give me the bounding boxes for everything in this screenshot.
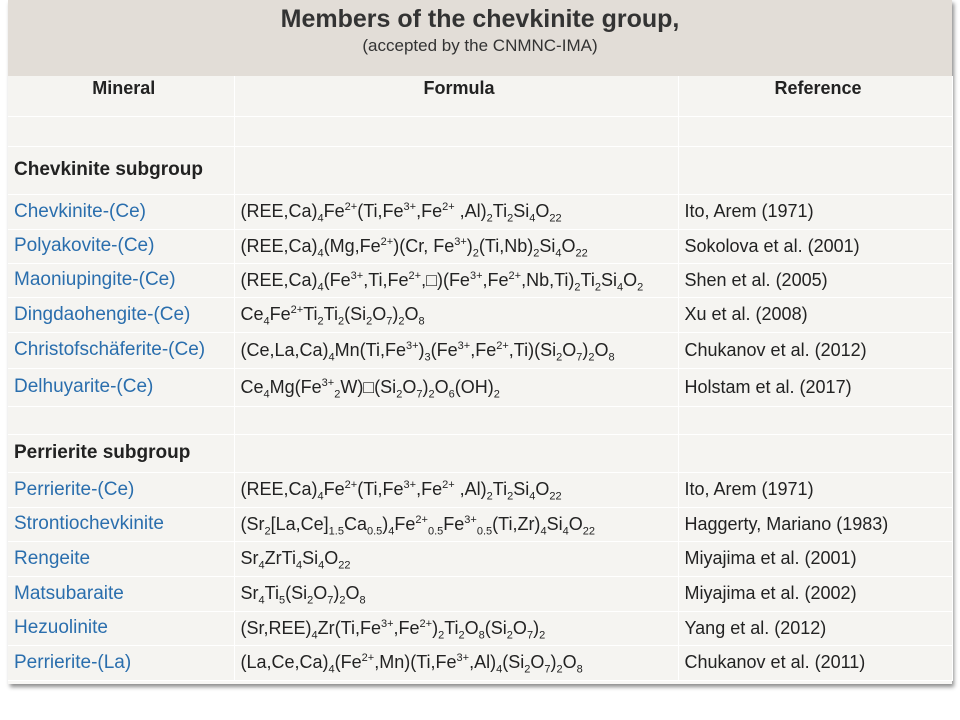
table-row [8,229,952,263]
empty-cell [8,406,234,434]
chevkinite-table [8,0,952,684]
reference-cell: Chukanov et al. (2012) [678,332,952,368]
formula-cell: $(REE,Ca)_4(Mg,Fe^{2+})(Cr$, $Fe^{3+})_2(Ti,Nb)_2Si_4O_{22}$ [234,229,678,263]
mineral-link[interactable]: Delhuyarite-(Ce) [8,368,234,406]
empty-cell [234,146,678,194]
mineral-link[interactable]: Strontiochevkinite [8,507,234,541]
reference-cell: Holstam et al. (2017) [678,368,952,406]
empty-cell [678,146,952,194]
page-title: Members of the chevkinite group, [280,5,680,33]
table-row [8,507,952,541]
spacer-row [8,406,952,434]
mineral-link[interactable]: Polyakovite-(Ce) [8,229,234,263]
formula-cell: $(REE,Ca)_4Fe^{2+}(Ti,Fe^{3+},Fe^{2+}$ $,Al)_2Ti_2Si_4O_{22}$ [234,472,678,507]
table-row [8,645,952,680]
table-row [8,576,952,611]
mineral-link[interactable]: Matsubaraite [8,576,234,611]
empty-cell [234,116,678,146]
header-formula: Formula [234,76,678,116]
mineral-link[interactable]: Dingdaohengite-(Ce) [8,297,234,332]
formula-cell: $(La,Ce,Ca)_4(Fe^{2+},Mn)(Ti,Fe^{3+},Al)_4(Si_2O_7)_2O_8$ [234,645,678,680]
reference-cell: Sokolova et al. (2001) [678,229,952,263]
subgroup-row [8,146,952,194]
table-row [8,263,952,297]
spacer-row [8,116,952,146]
empty-cell [8,116,234,146]
subgroup-name: Chevkinite subgroup [8,146,234,194]
header-row [8,76,952,116]
empty-cell [678,116,952,146]
reference-cell: Shen et al. (2005) [678,263,952,297]
formula-cell: $(REE,Ca)_4Fe^{2+}(Ti,Fe^{3+},Fe^{2+}$ $,Al)_2Ti_2Si_4O_{22}$ [234,194,678,229]
reference-cell: Ito, Arem (1971) [678,194,952,229]
formula-cell: $Ce_4Fe^{2+}Ti_2Ti_2(Si_2O_7)_2O_8$ [234,297,678,332]
formula-cell: $(Ce,La,Ca)_4Mn(Ti,Fe^{3+})_3(Fe^{3+},Fe^{2+},Ti)(Si_2O_7)_2O_8$ [234,332,678,368]
table-row [8,368,952,406]
table-row [8,541,952,576]
empty-cell [234,434,678,472]
table-row [8,194,952,229]
formula-cell: $Sr_4ZrTi_4Si_4O_{22}$ [234,541,678,576]
mineral-link[interactable]: Rengeite [8,541,234,576]
reference-cell: Miyajima et al. (2002) [678,576,952,611]
table-row [8,332,952,368]
empty-cell [678,434,952,472]
formula-cell: $(Sr,REE)_4Zr(Ti,Fe^{3+},Fe^{2+})_2Ti_2O_8(Si_2O_7)_2$ [234,611,678,645]
mineral-link[interactable]: Christofschäferite-(Ce) [8,332,234,368]
table-row [8,297,952,332]
mineral-link[interactable]: Chevkinite-(Ce) [8,194,234,229]
formula-cell: $Ce_4Mg(Fe^{3+}_2W)□(Si_2O_7)_2O_6(OH)_2$ [234,368,678,406]
mineral-link[interactable]: Perrierite-(La) [8,645,234,680]
mineral-link[interactable]: Perrierite-(Ce) [8,472,234,507]
reference-cell: Yang et al. (2012) [678,611,952,645]
formula-cell: $(REE,Ca)_4(Fe^{3+},Ti,Fe^{2+},□)(Fe^{3+},Fe^{2+},Nb,Ti)_2Ti_2Si_4O_2$ [234,263,678,297]
reference-cell: Chukanov et al. (2011) [678,645,952,680]
empty-cell [678,406,952,434]
formula-cell: $(Sr_2[La,Ce]_{1.5}Ca_{0.5})_4Fe^{2+}_{0.5}Fe^{3+}_{0.5}(Ti,Zr)_4Si_4O_{22}$ [234,507,678,541]
table-caption [8,0,952,76]
subgroup-name: Perrierite subgroup [8,434,234,472]
minerals-table [8,76,953,681]
table-row [8,611,952,645]
formula-cell: $Sr_4Ti_5(Si_2O_7)_2O_8$ [234,576,678,611]
reference-cell: Ito, Arem (1971) [678,472,952,507]
reference-cell: Xu et al. (2008) [678,297,952,332]
reference-cell: Haggerty, Mariano (1983) [678,507,952,541]
table-row [8,472,952,507]
header-mineral: Mineral [8,76,234,116]
mineral-link[interactable]: Hezuolinite [8,611,234,645]
empty-cell [234,406,678,434]
page-subtitle: (accepted by the CNMNC-IMA) [362,36,598,55]
reference-cell: Miyajima et al. (2001) [678,541,952,576]
header-reference: Reference [678,76,952,116]
mineral-link[interactable]: Maoniupingite-(Ce) [8,263,234,297]
subgroup-row [8,434,952,472]
